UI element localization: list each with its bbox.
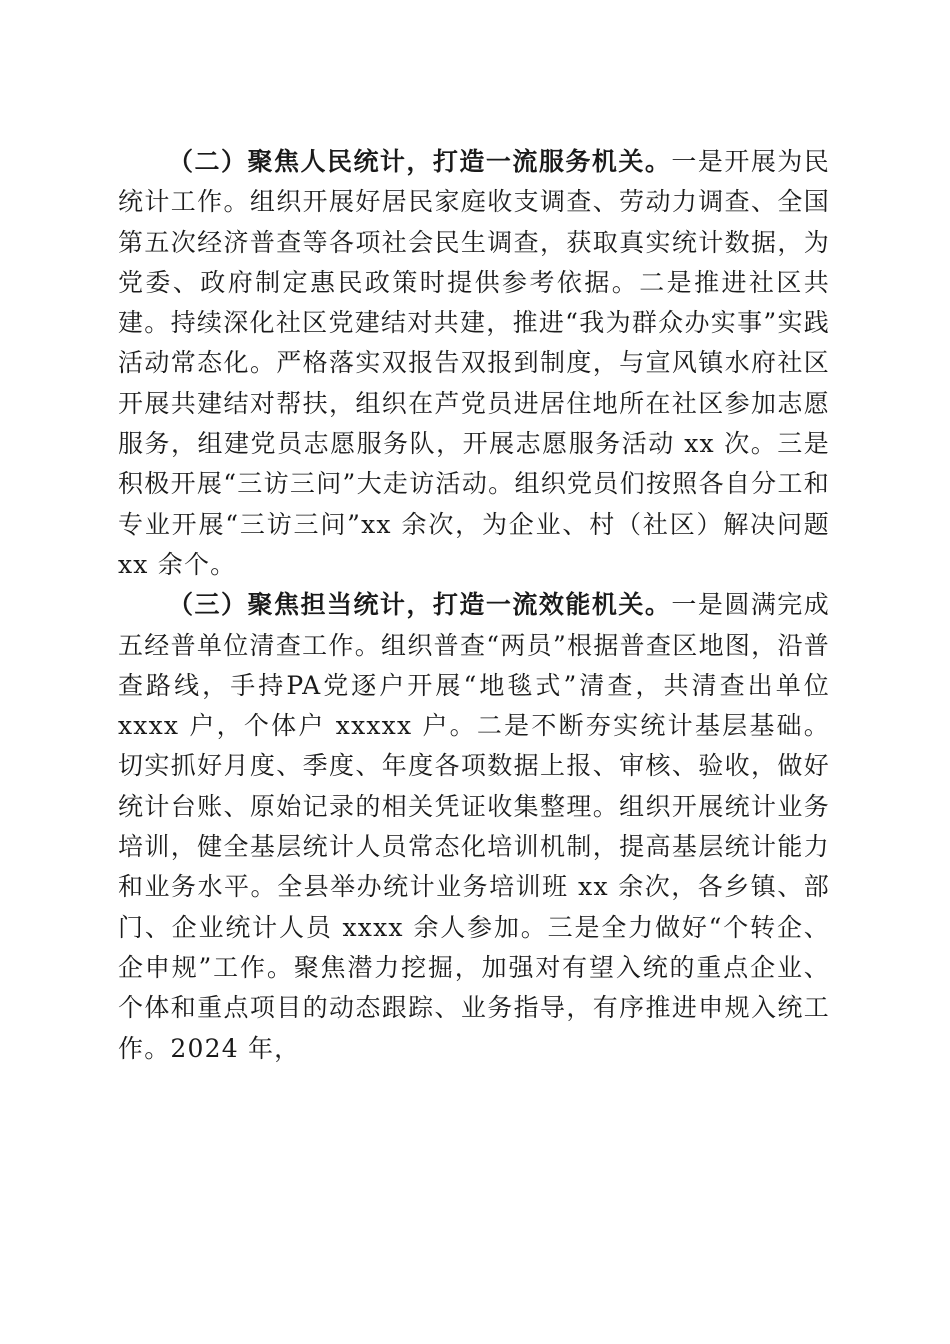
paragraph-text: 一是圆满完成五经普单位清查工作。组织普查“两员”根据普查区地图，沿普查路线，手持PA党逐户开展“地毯式”清查，共清查出单位 xxxx 户，个体户 xxxxx 户。二是不断夯实统计基层基础。切实抓好月度、季度、年度各项数据上报、审核、验收，做好统计台账、原始记录的相关凭证收集整理。组织开展统计业务培训，健全基层统计人员常态化培训机制，提高基层统计能力和业务水平。全县举办统计业务培训班 xx 余次，各乡镇、部门、企业统计人员 xxxx 余人参加。三是全力做好“个转企、企申规”工作。聚焦潜力挖掘，加强对有望入统的重点企业、个体和重点项目的动态跟踪、业务指导，有序推进申规入统工作。2024 年， [118,590,830,1063]
paragraph-heading: （二）聚焦人民统计，打造一流服务机关。 [168,147,672,176]
paragraph-heading: （三）聚焦担当统计，打造一流效能机关。 [168,590,672,620]
paragraph-text: 一是开展为民统计工作。组织开展好居民家庭收支调查、劳动力调查、全国第五次经济普查等各项社会民生调查，获取真实统计数据，为党委、政府制定惠民政策时提供参考依据。二是推进社区共建。持续深化社区党建结对共建，推进“我为群众办实事”实践活动常态化。严格落实双报告双报到制度，与宣风镇水府社区开展共建结对帮扶，组织在芦党员进居住地所在社区参加志愿服务，组建党员志愿服务队，开展志愿服务活动 xx 次。三是积极开展“三访三问”大走访活动。组织党员们按照各自分工和专业开展“三访三问”xx 余次，为企业、村（社区）解决问题 xx 余个。 [118,147,830,579]
document-body [118,142,830,1069]
paragraph-efficiency-organ [118,585,830,1069]
paragraph-service-organ [118,142,830,585]
